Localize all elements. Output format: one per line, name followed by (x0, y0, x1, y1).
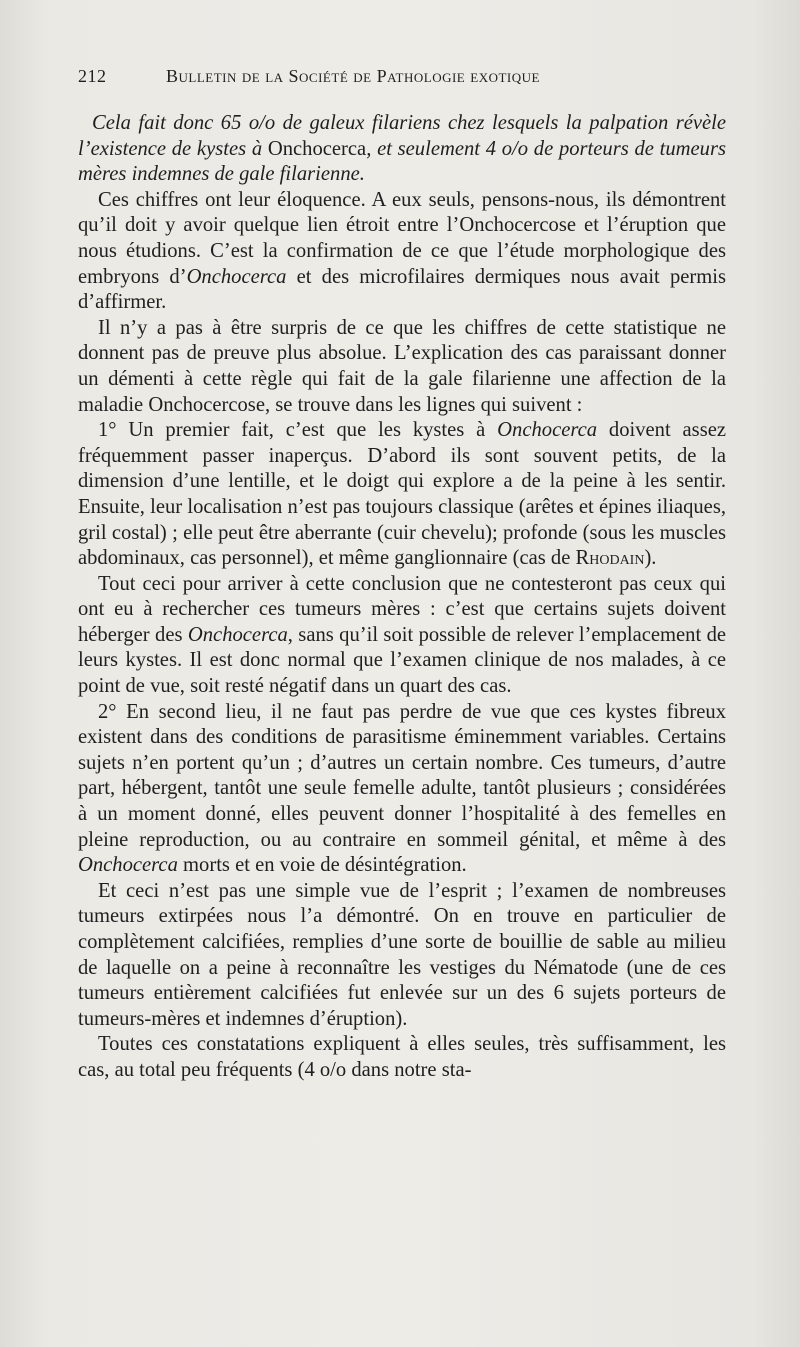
p2-genus: Onchocerca (186, 265, 287, 288)
page-number: 212 (78, 66, 107, 86)
paragraph-3: Il n’y a pas à être surpris de ce que les chiffres de cette statistique ne donnent pas de preuve plus absolue. L’explication des cas paraissant donner un démenti à cette règle qui fait de la gale filarienne une affection de la maladie Onchocercose, se trouve dans les lignes qui suivent : (78, 316, 726, 416)
running-title: Bulletin de la Société de Pathologie exotique (166, 66, 540, 86)
p4-text-e: ). (644, 547, 657, 570)
p6-text-c: morts et en voie de désintégration. (177, 854, 467, 877)
p1-genus: Onchocerca (267, 137, 367, 160)
p2-text-c: et des microfilaires dermiques nous avait permis d’affirmer. (78, 265, 726, 314)
paragraph-1 (78, 111, 726, 188)
paragraph-2 (78, 188, 726, 316)
paragraph-7: Et ceci n’est pas une simple vue de l’esprit ; l’examen de nombreuses tumeurs extirpées nous l’a démontré. On en trouve en particulier de complètement calcifiées, remplies d’une sorte de bouillie de sable au milieu de laquelle on a peine à reconnaître les vestiges du Nématode (une de ces tumeurs entièrement calcifiées fut enlevée sur un des 6 sujets porteurs de tumeurs-mères et indemnes d’éruption). (78, 879, 726, 1030)
p4-genus: Onchocerca (497, 419, 598, 442)
p6-genus: Onchocerca (78, 854, 178, 877)
p4-text-a: 1° Un premier fait, c’est que les kystes à (98, 419, 498, 442)
p1-text-c: , et seulement 4 o/o de porteurs de tumeurs mères indemnes de gale filarienne. (78, 137, 726, 186)
p2-text-a: Ces chiffres ont leur éloquence. A eux seuls, pensons-nous, ils démontrent qu’il doit y avoir quelque lien étroit entre l’Onchocercose et l’éruption que nous étudions. C’est la confirmation de ce que l’étude morphologique des embryons d’ (78, 188, 726, 288)
p6-text-a: 2° En second lieu, il ne faut pas perdre de vue que ces kystes fibreux existent dans des conditions de parasitisme éminemment variables. Certains sujets n’en portent qu’un ; d’autres un certain nombre. Ces tumeurs, d’autre part, hébergent, tantôt une seule femelle adulte, tantôt plusieurs ; considérées à un moment donné, elles peuvent donner l’hospitalité à des femelles en pleine reproduction, ou au contraire en sommeil génital, et même à des (78, 700, 726, 851)
p5-text-c: , sans qu’il soit possible de relever l’emplacement de leurs kystes. Il est donc normal que l’examen clinique de nos malades, à ce point de vue, soit resté négatif dans un quart des cas. (78, 623, 727, 698)
paragraph-5 (78, 572, 726, 700)
p5-genus: Onchocerca (187, 623, 288, 646)
body-text (78, 111, 726, 1084)
p1-text-a: Cela fait donc 65 o/o de galeux filariens chez lesquels la palpation révèle l’existence de kystes à (78, 112, 726, 160)
p5-text-a: Tout ceci pour arriver à cette conclusion que ne contesteront pas ceux qui ont eu à rechercher ces tumeurs mères : c’est que certains sujets doivent héberger des (78, 572, 726, 646)
paragraph-4 (78, 418, 726, 572)
p4-author: Rhodain (575, 547, 645, 570)
page-header (78, 66, 726, 87)
paragraph-8: Toutes ces constatations expliquent à elles seules, très suffisamment, les cas, au total peu fréquents (4 o/o dans notre sta- (78, 1033, 726, 1081)
p4-text-c: doivent assez fréquemment passer inaperçus. D’abord ils sont souvent petits, de la dimension d’une lentille, et le doigt qui explore a de la peine à les sentir. Ensuite, leur localisation n’est pas toujours classique (arêtes et épines iliaques, gril costal) ; elle peut être aberrante (cuir chevelu); profonde (sous les muscles abdominaux, cas personnel), et même ganglionnaire (cas de (78, 419, 726, 570)
paragraph-6 (78, 700, 726, 879)
